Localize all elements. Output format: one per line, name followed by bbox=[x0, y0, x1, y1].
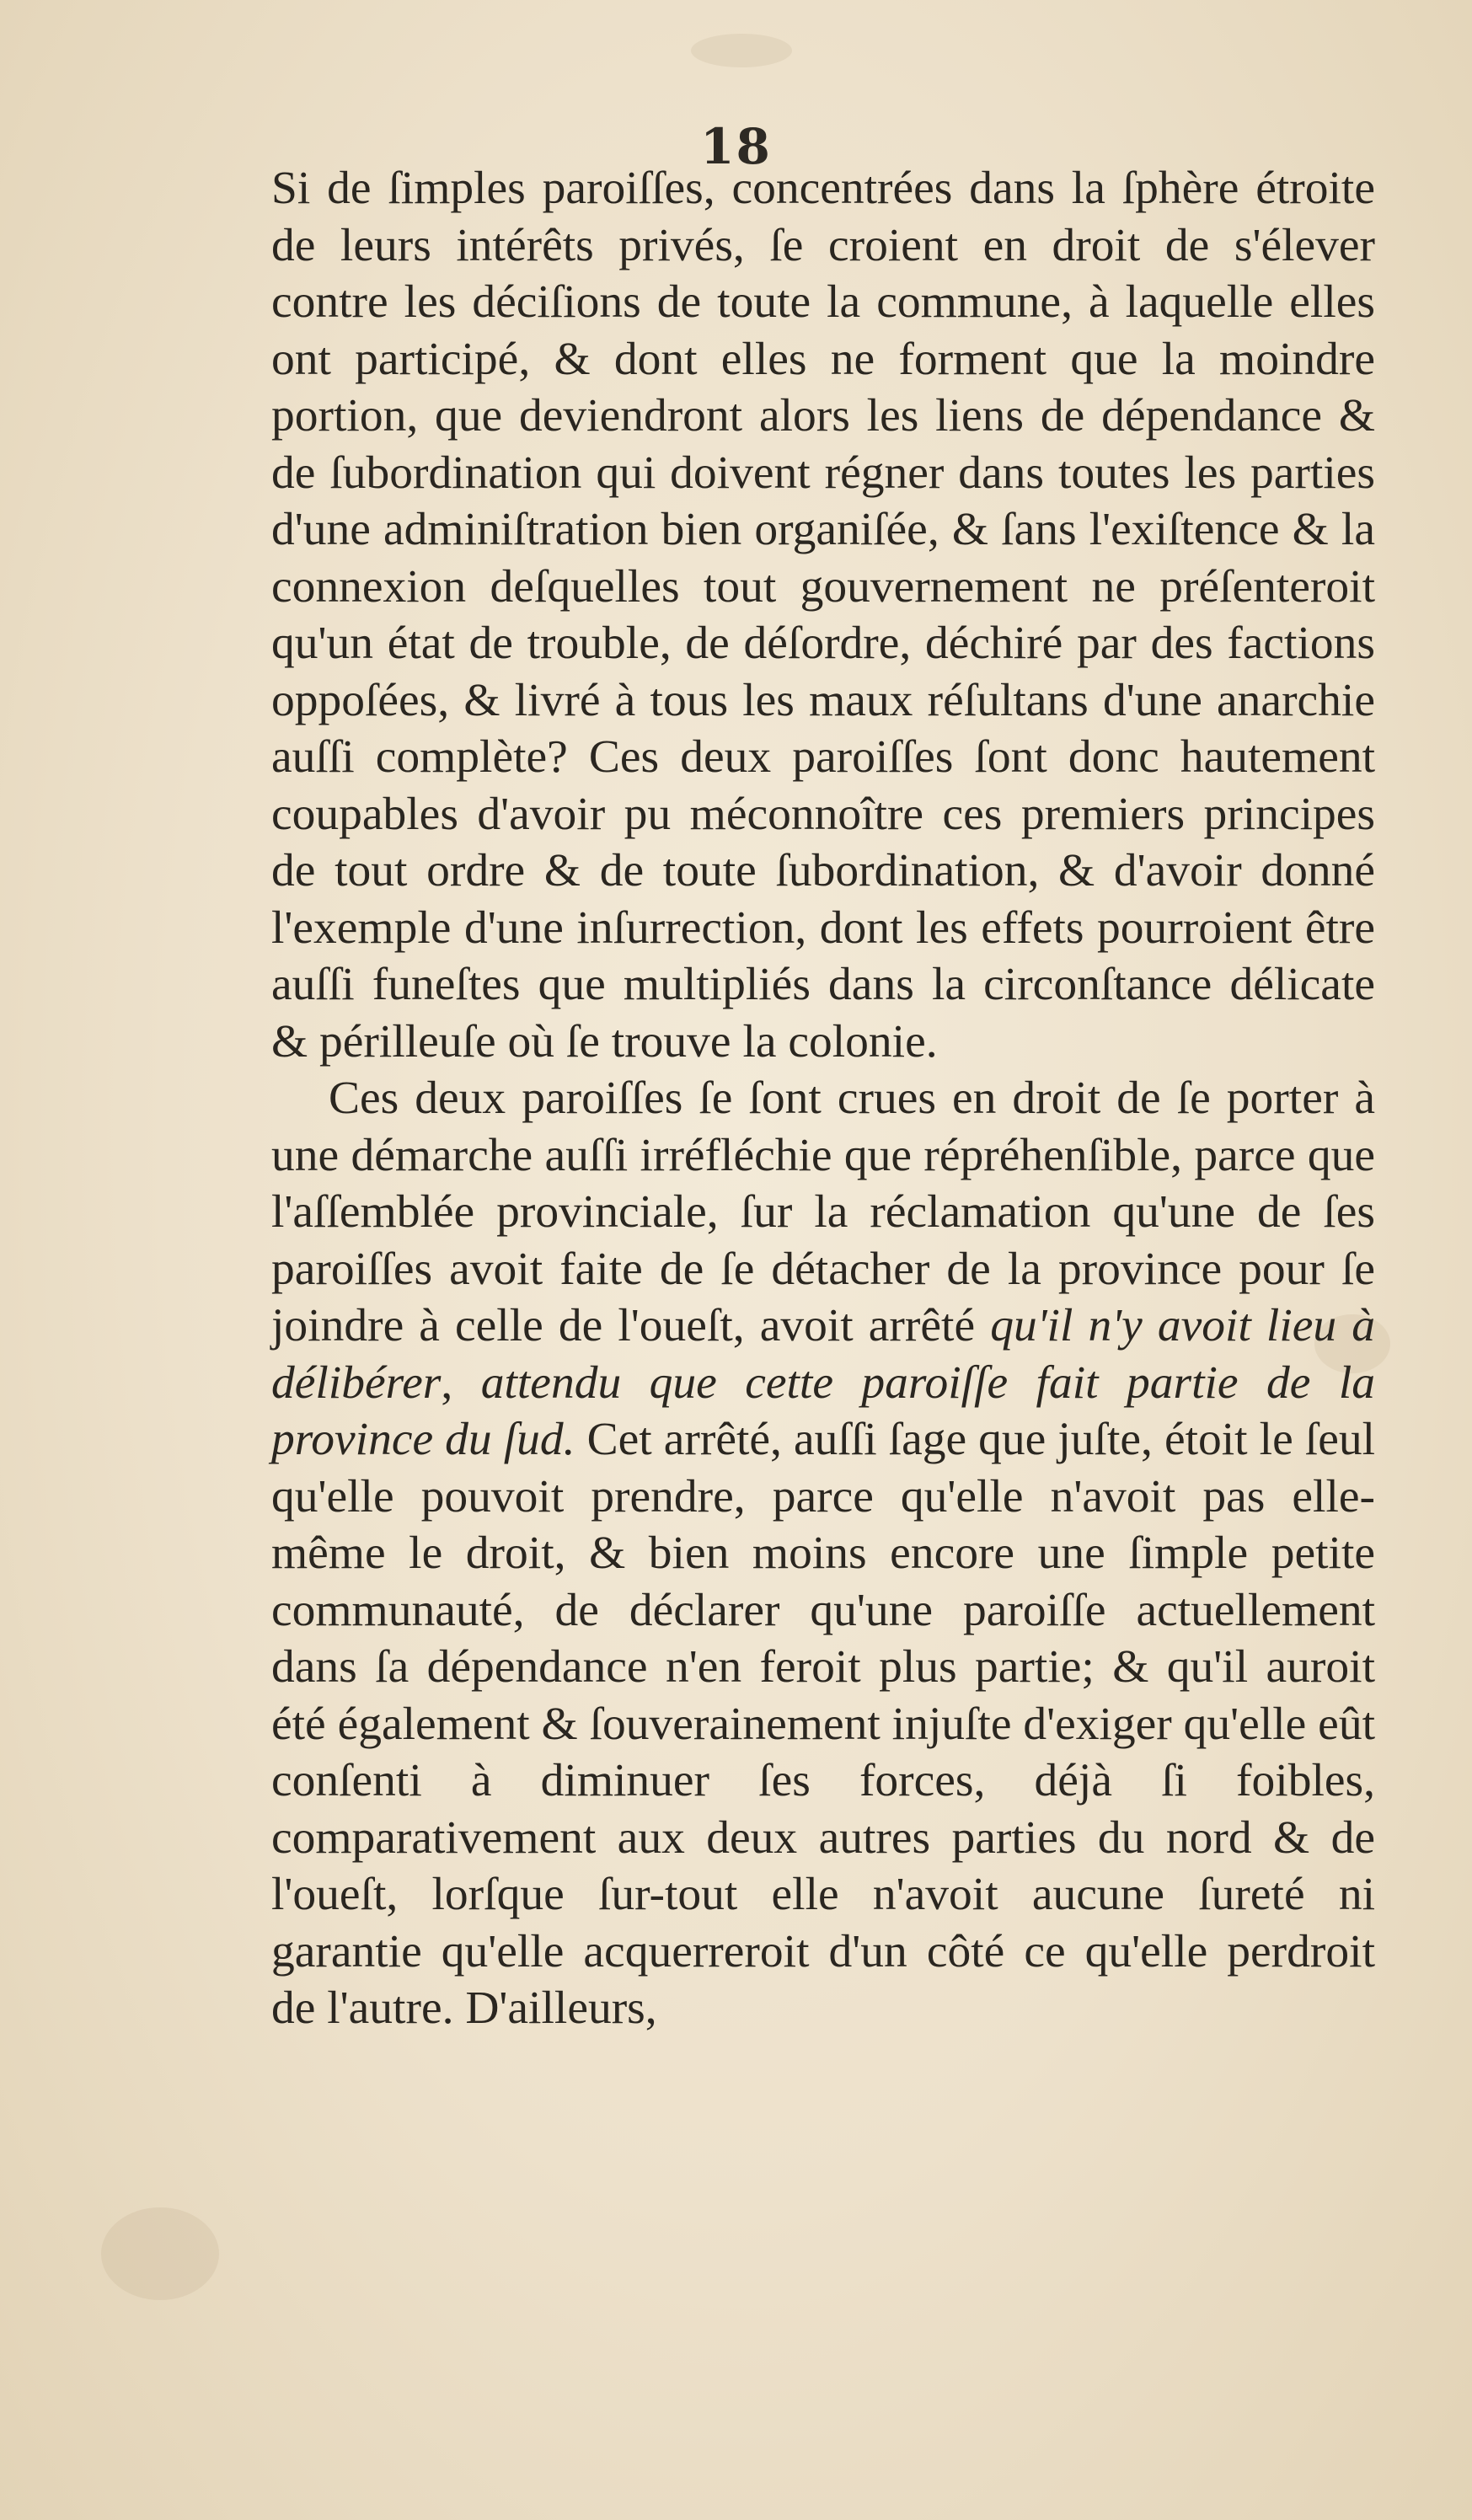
text-run: Cet arrêté, auſſi ſage que juſte, étoit le ſeul qu'elle pouvoit prendre, parce qu'elle n'avoit pas elle-même le droit, & bien moins encore une ſimple petite communauté, de déclarer qu'une paroiſſe actuellement dans ſa dépendance n'en feroit plus partie; & qu'il auroit été également & ſouverainement injuſte d'exiger qu'elle eût conſenti à diminuer ſes forces, déjà ſi foibles, comparativement aux deux autres parties du nord & de l'oueſt, lorſque ſur-tout elle n'avoit aucune ſureté ni garantie qu'elle acquerreroit d'un côté ce qu'elle perdroit de l'autre. D'ailleurs, bbox=[271, 1414, 1376, 2034]
paragraph bbox=[271, 1070, 1375, 2037]
paper-stain bbox=[101, 2207, 219, 2300]
page-number: 18 bbox=[700, 118, 772, 175]
body-text bbox=[271, 160, 1375, 2037]
text-run: Ces deux paroiſſes ſe ſont crues en droit de ſe porter à une démarche auſſi irréfléchie que répréhenſible, parce que l'aſſemblée provinciale, ſur la réclamation qu'une de ſes paroiſſes avoit faite de ſe détacher de la province pour ſe joindre à celle de l'oueſt, avoit arrêté bbox=[271, 1073, 1375, 1351]
text-run: , bbox=[441, 1356, 481, 1409]
text-run: Si de ſimples paroiſſes, concentrées dans la ſphère étroite de leurs intérêts privés, ſe croient en droit de s'élever contre les déciſions de toute la commune, à laquelle elles ont participé, & dont elles ne forment que la moindre portion, que deviendront alors les liens de dépendance & de ſubordination qui doivent régner dans toutes les parties d'une adminiſtration bien organiſée, & ſans l'exiſtence & la connexion deſquelles tout gouvernement ne préſenteroit qu'un état de trouble, de déſordre, déchiré par des factions oppoſées, & livré à tous les maux réſultans d'une anarchie auſſi complète? Ces deux paroiſſes ſont donc hautement coupables d'avoir pu méconnoître ces premiers principes de tout ordre & de toute ſubordination, & d'avoir donné l'exemple d'une inſurrection, dont les effets pourroient être auſſi funeſtes que multipliés dans la circonſtance délicate & périlleuſe où ſe trouve la colonie. bbox=[271, 163, 1375, 1067]
italic-text: attendu que cette paroiſſe fait partie de la province du ſud. bbox=[271, 1356, 1375, 1465]
paper-stain bbox=[691, 34, 792, 67]
italic-text: qu'il n'y avoit lieu à délibérer bbox=[271, 1300, 1375, 1409]
paragraph bbox=[271, 160, 1375, 1070]
